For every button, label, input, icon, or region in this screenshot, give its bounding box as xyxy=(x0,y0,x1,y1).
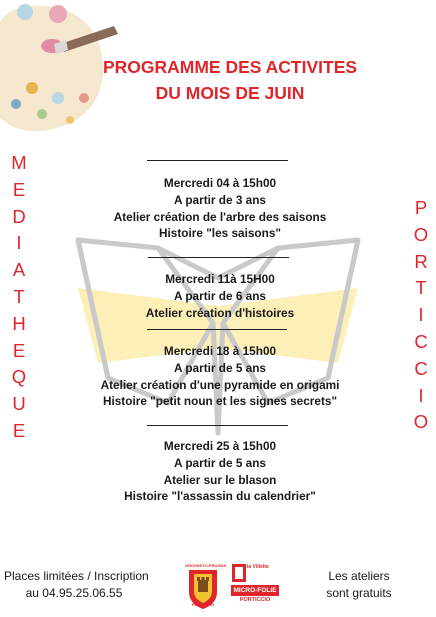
session-date: Mercredi 11à 15H00 xyxy=(165,272,275,286)
side-letter: O xyxy=(413,411,429,433)
session-activity: Atelier sur le blason xyxy=(163,472,277,487)
micro-top-text: la Villette xyxy=(247,564,269,570)
free-line: sont gratuits xyxy=(326,586,392,600)
session-date: Mercredi 04 à 15h00 xyxy=(163,176,277,190)
crest-top-text: GROSSETO-PRUGNA xyxy=(185,563,227,568)
session-block xyxy=(60,175,380,242)
session-story: Histoire "l'assassin du calendrier" xyxy=(124,489,316,504)
side-word-porticcio xyxy=(410,195,432,436)
session-story: Histoire "petit noun et les signes secrets" xyxy=(102,394,338,409)
session-age: A partir de 5 ans xyxy=(173,360,266,375)
side-letter: T xyxy=(13,285,25,307)
side-letter: Q xyxy=(11,366,27,388)
divider xyxy=(147,425,288,426)
micro-place: PORTICCIO xyxy=(239,597,271,603)
side-letter: I xyxy=(16,232,22,254)
side-letter: H xyxy=(12,312,26,334)
side-letter: R xyxy=(414,250,428,272)
session-date: Mercredi 25 à 15h00 xyxy=(163,439,277,453)
session-age: A partir de 6 ans xyxy=(173,288,266,303)
micro-name: MICRO-FOLIE xyxy=(231,585,279,596)
side-word-mediatheque xyxy=(8,150,30,445)
side-letter: I xyxy=(418,304,424,326)
crest-bottom-text: PORTICCIO xyxy=(191,602,215,607)
session-activity: Atelier création d'une pyramide en origami xyxy=(100,377,340,392)
session-age: A partir de 3 ans xyxy=(173,192,266,207)
side-letter: E xyxy=(12,339,26,361)
side-letter: T xyxy=(415,277,427,299)
side-letter: E xyxy=(12,178,26,200)
page-title xyxy=(70,54,390,106)
side-letter: U xyxy=(12,393,26,415)
divider xyxy=(147,160,288,161)
session-block xyxy=(60,438,380,505)
session-block xyxy=(60,271,380,321)
phone-number: au 04.95.25.06.55 xyxy=(25,586,123,600)
session-age: A partir de 5 ans xyxy=(173,455,266,470)
title-line-2: DU MOIS DE JUIN xyxy=(155,83,305,103)
side-letter: A xyxy=(12,259,26,281)
side-letter: C xyxy=(414,357,428,379)
session-block xyxy=(60,343,380,410)
title-line-1: PROGRAMME DES ACTIVITES xyxy=(102,57,358,77)
divider xyxy=(147,329,287,330)
side-letter: E xyxy=(12,419,26,441)
registration-line: Places limitées / Inscription xyxy=(4,569,149,583)
side-letter: P xyxy=(414,197,428,218)
free-notice xyxy=(300,568,418,602)
side-letter: M xyxy=(11,152,27,173)
side-letter: C xyxy=(414,330,428,352)
side-letter: I xyxy=(418,384,424,406)
side-letter: D xyxy=(12,205,26,227)
registration-info xyxy=(4,568,149,602)
divider xyxy=(148,257,289,258)
free-line: Les ateliers xyxy=(328,569,390,583)
side-letter: O xyxy=(413,223,429,245)
session-story: Histoire "les saisons" xyxy=(159,226,281,241)
session-activity: Atelier création d'histoires xyxy=(145,305,295,320)
session-activity: Atelier création de l'arbre des saisons xyxy=(113,209,327,224)
session-date: Mercredi 18 à 15h00 xyxy=(163,344,277,358)
